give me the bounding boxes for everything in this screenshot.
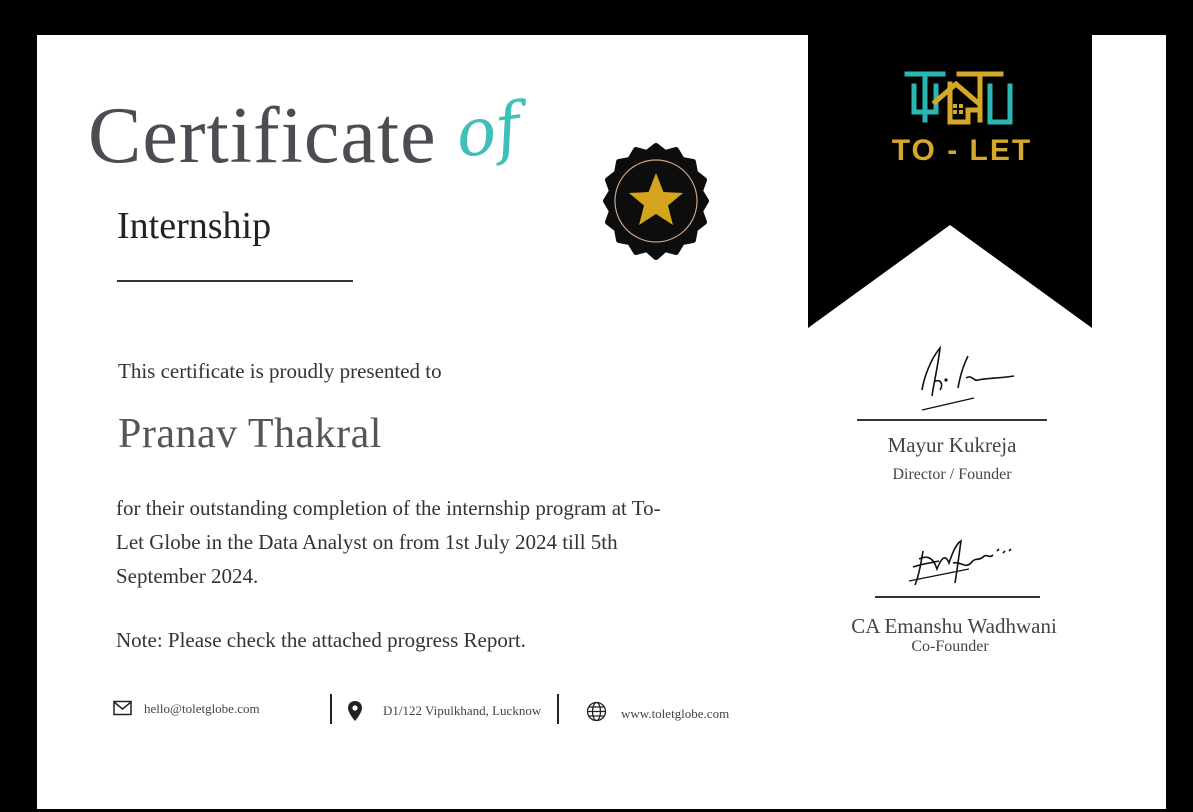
signer-name-1: Mayur Kukreja [887, 433, 1017, 457]
subtitle-divider [117, 280, 353, 282]
award-seal [598, 143, 714, 261]
signature-mayur-kukreja [910, 338, 1020, 416]
certificate-body: for their outstanding completion of the internship program at To-Let Globe in the Data Analyst on from 1st July 2024 till 5th September 2024. [116, 496, 661, 588]
footer-divider-1 [330, 694, 332, 724]
signer-role-1: Director / Founder [892, 466, 1012, 483]
certificate-title: Certificate [88, 92, 437, 180]
certificate-subtitle: Internship [117, 205, 272, 247]
globe-icon [586, 701, 607, 722]
presented-to-text: This certificate is proudly presented to [118, 359, 442, 383]
mail-icon [113, 700, 132, 716]
signer-name-2: CA Emanshu Wadhwani [851, 614, 1057, 638]
contact-website[interactable]: www.toletglobe.com [621, 706, 730, 721]
location-pin-icon [347, 700, 363, 722]
signature-line-2 [875, 596, 1040, 598]
title-connector: of [450, 87, 526, 174]
to-let-logo [880, 66, 1045, 166]
signature-emanshu-wadhwani [905, 533, 1015, 591]
signer-role-2: Co-Founder [911, 638, 989, 655]
certificate-note: Note: Please check the attached progress Report. [116, 628, 526, 652]
signature-line-1 [857, 419, 1047, 421]
footer-divider-2 [557, 694, 559, 724]
contact-email[interactable]: hello@toletglobe.com [144, 701, 260, 716]
logo-wordmark: TO - LET [891, 134, 1033, 166]
contact-address: D1/122 Vipulkhand, Lucknow [383, 703, 542, 718]
recipient-name: Pranav Thakral [118, 411, 382, 457]
